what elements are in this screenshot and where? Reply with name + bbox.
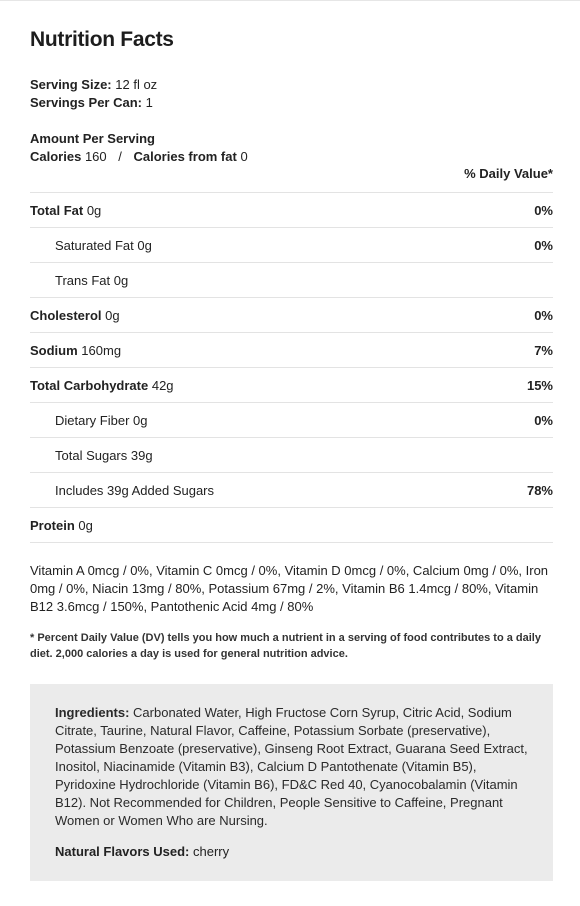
nutrient-row: [30, 508, 553, 543]
calories-fat-value: 0: [240, 149, 248, 164]
nutrient-name: Trans Fat: [55, 272, 111, 288]
nutrient-name: Includes 39g Added Sugars: [55, 482, 215, 498]
nutrient-amount: 0g: [113, 272, 129, 288]
nutrient-label: [30, 238, 152, 253]
nutrient-label: [30, 203, 101, 218]
page-title: Nutrition Facts: [30, 28, 174, 51]
nutrient-daily-value: 7%: [534, 342, 553, 358]
nutrient-row: [30, 473, 553, 508]
nutrient-label: [30, 448, 153, 463]
nutrient-row: [30, 333, 553, 368]
servings-per-can-value: 1: [145, 95, 153, 110]
nutrient-row: [30, 228, 553, 263]
nutrient-row: [30, 438, 553, 473]
nutrient-daily-value: 0%: [534, 202, 553, 218]
nutrient-name: Total Sugars: [55, 447, 128, 463]
serving-size-label: Serving Size:: [30, 77, 112, 92]
nutrient-amount: 42g: [151, 377, 174, 393]
nutrient-name: Total Carbohydrate: [30, 377, 149, 393]
nutrient-amount: 0g: [105, 307, 120, 323]
calories-fat-label: Calories from fat: [133, 149, 237, 164]
nutrient-row: [30, 368, 553, 403]
calories-value: 160: [84, 149, 107, 164]
calories-separator: /: [118, 149, 122, 164]
amount-per-serving: Amount Per Serving: [30, 131, 155, 146]
servings-per-can: [30, 94, 153, 112]
nutrient-label: [30, 413, 148, 428]
nutrient-daily-value: 0%: [534, 237, 553, 253]
nutrient-daily-value: 0%: [534, 412, 553, 428]
vitamins-text: Vitamin A 0mcg / 0%, Vitamin C 0mcg / 0%, Vitamin D 0mcg / 0%, Calcium 0mg / 0%, Iron 0mg / 0%, Niacin 13mg / 80%, Potassium 67mg / 2%, Vitamin B6 1.4mcg / 80%, Vitamin B12 3.6mcg / 150%, Pantothenic Acid 4mg / 80%: [30, 563, 549, 614]
nutrient-row: [30, 263, 553, 298]
daily-value-header: % Daily Value*: [464, 166, 553, 181]
nutrient-label: [30, 273, 128, 288]
nutrient-daily-value: 15%: [526, 377, 553, 393]
nutrient-name: Protein: [30, 517, 75, 533]
nutrient-table: [30, 192, 553, 543]
nutrient-amount: 0g: [78, 517, 93, 533]
nutrient-name: Total Fat: [30, 202, 84, 218]
servings-per-can-label: Servings Per Can:: [30, 95, 142, 110]
nutrient-row: [30, 403, 553, 438]
nutrient-name: Cholesterol: [30, 307, 102, 323]
nutrient-label: [30, 343, 121, 358]
calories-label: Calories: [30, 149, 82, 164]
natural-flavors-label: Natural Flavors Used:: [55, 844, 190, 859]
nutrient-daily-value: 78%: [526, 482, 553, 498]
nutrient-label: [30, 378, 174, 393]
nutrient-amount: 0g: [137, 237, 152, 253]
nutrient-row: [30, 193, 553, 228]
nutrient-name: Sodium: [30, 342, 78, 358]
calories-line: [30, 148, 248, 166]
natural-flavors: [55, 843, 229, 861]
ingredients-paragraph: [55, 704, 528, 830]
nutrient-name: Dietary Fiber: [55, 412, 130, 428]
serving-size-value: 12 fl oz: [115, 77, 158, 92]
nutrient-label: [30, 518, 93, 533]
daily-value-footnote: * Percent Daily Value (DV) tells you how much a nutrient in a serving of food contributes to a daily diet. 2,000 calories a day is used for general nutrition advice.: [30, 632, 541, 660]
nutrient-label: [30, 483, 214, 498]
nutrient-amount: 39g: [130, 447, 153, 463]
nutrient-amount: 0g: [133, 412, 148, 428]
nutrient-daily-value: 0%: [534, 307, 553, 323]
nutrient-amount: 160mg: [81, 342, 122, 358]
serving-size: [30, 76, 157, 94]
nutrient-amount: 0g: [86, 202, 102, 218]
ingredients-text: Carbonated Water, High Fructose Corn Syrup, Citric Acid, Sodium Citrate, Taurine, Natural Flavor, Caffeine, Potassium Sorbate (preservative), Potassium Benzoate (preservative), Ginseng Root Extract, Guarana Seed Extract, Inositol, Niacinamide (Vitamin B3), Calcium D Pantothenate (Vitamin B5), Pyridoxine Hydrochloride (Vitamin B6), FD&C Red 40, Cyanocobalamin (Vitamin B12). Not Recommended for Children, People Sensitive to Caffeine, Pregnant Women or Women Who are Nursing.: [55, 705, 528, 828]
nutrient-label: [30, 308, 120, 323]
natural-flavors-value: cherry: [193, 844, 230, 859]
ingredients-label: Ingredients:: [55, 705, 130, 720]
ingredients-box: [30, 684, 553, 881]
nutrient-name: Saturated Fat: [55, 237, 134, 253]
nutrient-row: [30, 298, 553, 333]
